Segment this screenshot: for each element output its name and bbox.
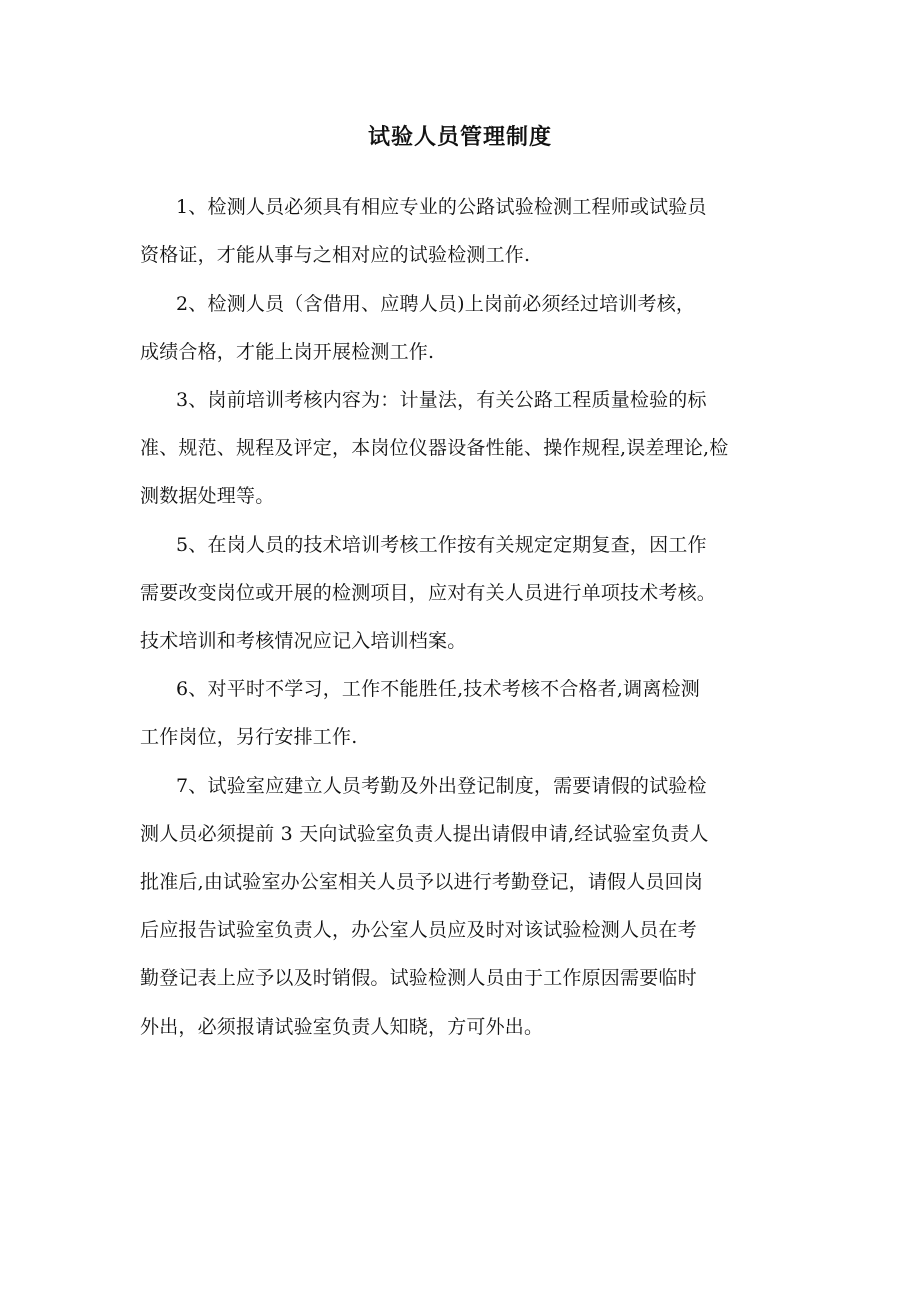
paragraph-2-line-2: 成绩合格，才能上岗开展检测工作.: [140, 341, 435, 363]
paragraph-5-line-2: 工作岗位，另行安排工作.: [140, 726, 358, 748]
paragraph-1-line-1: 1、检测人员必须具有相应专业的公路试验检测工程师或试验员: [176, 196, 707, 218]
page-title: 试验人员管理制度: [367, 124, 552, 150]
paragraph-4-line-1: 5、在岗人员的技术培训考核工作按有关规定定期复查，因工作: [176, 534, 707, 556]
paragraph-6-line-2: 测人员必须提前 3 天向试验室负责人提出请假申请,经试验室负责人: [140, 823, 709, 845]
paragraph-6-line-4: 后应报告试验室负责人，办公室人员应及时对该试验检测人员在考: [140, 919, 697, 941]
paragraph-3-line-1: 3、岗前培训考核内容为：计量法，有关公路工程质量检验的标: [176, 389, 707, 411]
paragraph-6-line-5: 勤登记表上应予以及时销假。试验检测人员由于工作原因需要临时: [140, 967, 697, 989]
paragraph-3-line-2: 准、规范、规程及评定，本岗位仪器设备性能、操作规程,误差理论,检: [140, 437, 729, 459]
paragraph-6-line-3: 批准后,由试验室办公室相关人员予以进行考勤登记，请假人员回岗: [140, 871, 704, 893]
paragraph-6-line-1: 7、试验室应建立人员考勤及外出登记制度，需要请假的试验检: [176, 775, 707, 797]
paragraph-2-line-1: 2、检测人员（含借用、应聘人员)上岗前必须经过培训考核，: [176, 293, 696, 315]
paragraph-4-line-3: 技术培训和考核情况应记入培训档案。: [140, 630, 467, 652]
paragraph-5-line-1: 6、对平时不学习，工作不能胜任,技术考核不合格者,调离检测: [176, 678, 700, 700]
paragraph-6-line-6: 外出，必须报请试验室负责人知晓，方可外出。: [140, 1016, 544, 1038]
paragraph-1-line-2: 资格证，才能从事与之相对应的试验检测工作.: [140, 244, 531, 266]
paragraph-3-line-3: 测数据处理等。: [140, 485, 275, 507]
paragraph-4-line-2: 需要改变岗位或开展的检测项目，应对有关人员进行单项技术考核。: [140, 582, 717, 604]
